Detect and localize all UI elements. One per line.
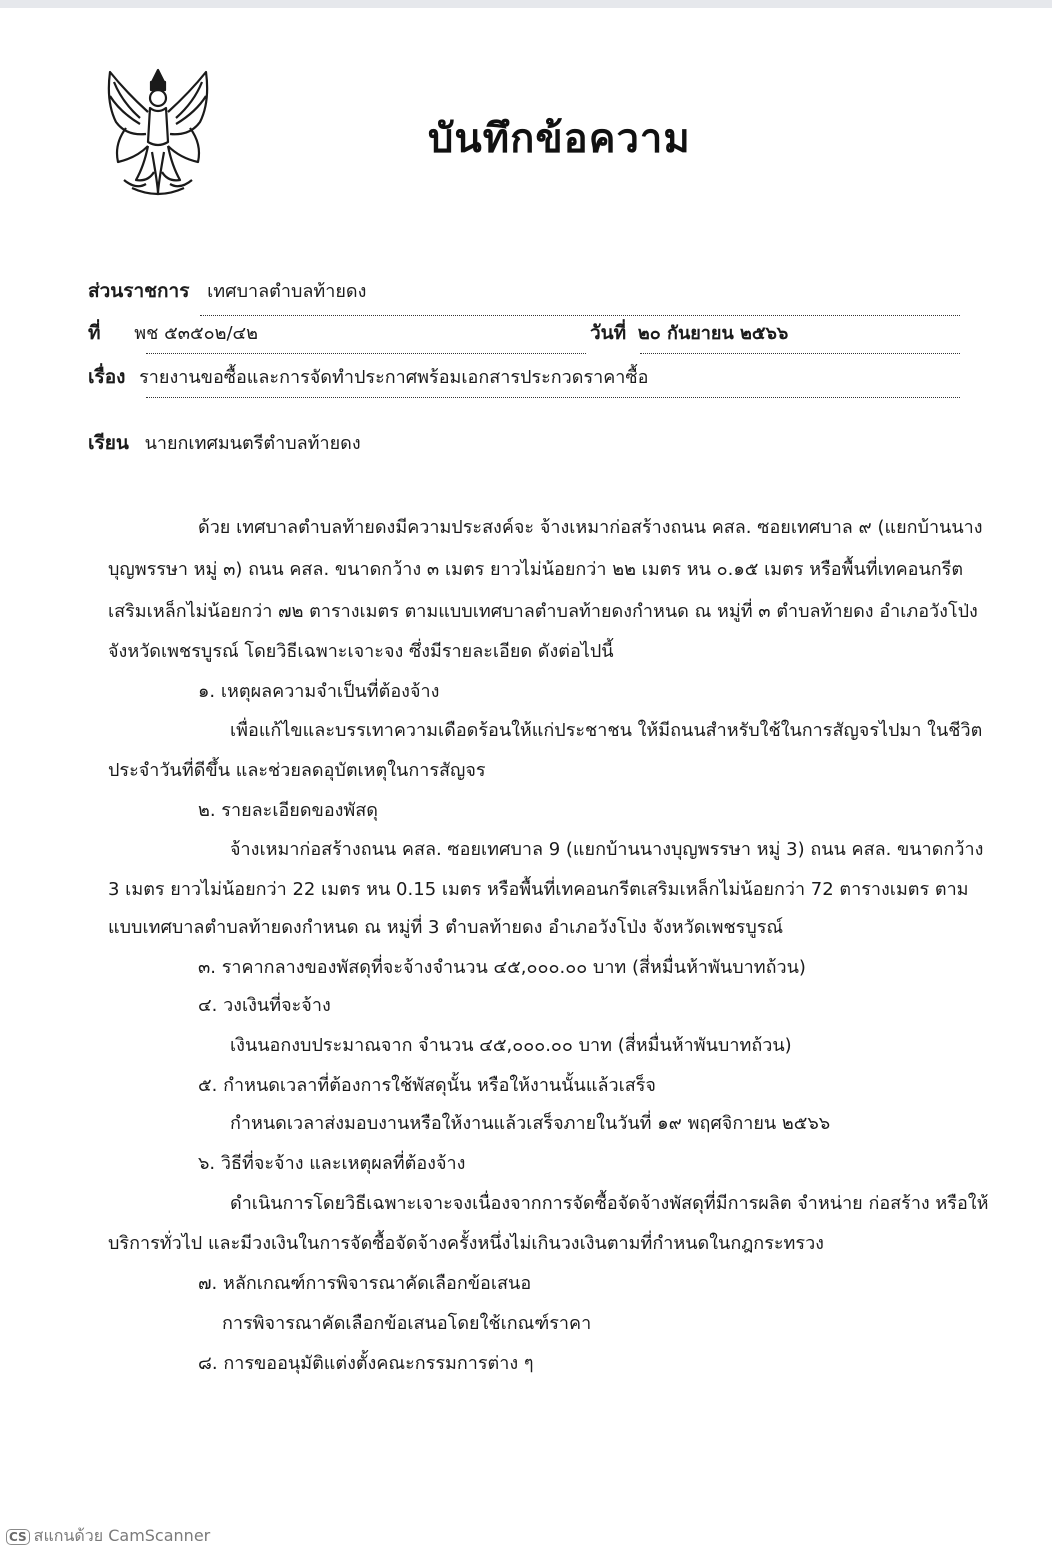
section-5-heading: ๕. กำหนดเวลาที่ต้องการใช้พัสดุนั้น หรือให้งานนั้นแล้วเสร็จ bbox=[198, 1075, 656, 1096]
subject-label: เรื่อง bbox=[88, 366, 126, 388]
section-6-text: บริการทั่วไป และมีวงเงินในการจัดซื้อจัดจ้างครั้งหนึ่งไม่เกินวงเงินตามที่กำหนดในกฎกระทรวง bbox=[108, 1233, 824, 1254]
subject-value: รายงานขอซื้อและการจัดทำประกาศพร้อมเอกสารประกวดราคาซื้อ bbox=[139, 367, 649, 388]
section-6-heading: ๖. วิธีที่จะจ้าง และเหตุผลที่ต้องจ้าง bbox=[198, 1153, 466, 1174]
agency-label: ส่วนราชการ bbox=[88, 280, 190, 302]
camscanner-logo-icon: CS bbox=[6, 1529, 30, 1545]
section-2-text: 3 เมตร ยาวไม่น้อยกว่า 22 เมตร หน 0.15 เมตร หรือพื้นที่เทคอนกรีตเสริมเหล็กไม่น้อยกว่า 72 ตารางเมตร ตาม bbox=[108, 879, 969, 900]
intro-line: เสริมเหล็กไม่น้อยกว่า ๗๒ ตารางเมตร ตามแบบเทศบาลตำบลท้ายดงกำหนด ณ หมู่ที่ ๓ ตำบลท้ายดง อำเภอวังโป่ง bbox=[108, 601, 978, 622]
section-2-heading: ๒. รายละเอียดของพัสดุ bbox=[198, 800, 378, 821]
ref-number: พช ๕๓๕๐๒/๔๒ bbox=[134, 323, 259, 344]
section-1-text: ประจำวันที่ดีขึ้น และช่วยลดอุบัตเหตุในการสัญจร bbox=[108, 760, 486, 781]
section-1-heading: ๑. เหตุผลความจำเป็นที่ต้องจ้าง bbox=[198, 681, 440, 702]
to-label: เรียน bbox=[88, 432, 129, 454]
memo-title: บันทึกข้อความ bbox=[428, 116, 691, 162]
section-3-heading: ๓. ราคากลางของพัสดุที่จะจ้างจำนวน ๔๕,๐๐๐.๐๐ บาท (สี่หมื่นห้าพันบาทถ้วน) bbox=[198, 957, 806, 978]
subject-rule bbox=[146, 397, 960, 398]
scanner-watermark-text: สแกนด้วย CamScanner bbox=[33, 1526, 211, 1545]
section-4-text: เงินนอกงบประมาณจาก จำนวน ๔๕,๐๐๐.๐๐ บาท (สี่หมื่นห้าพันบาทถ้วน) bbox=[230, 1035, 792, 1056]
intro-line: บุญพรรษา หมู่ ๓) ถนน คสล. ขนาดกว้าง ๓ เมตร ยาวไม่น้อยกว่า ๒๒ เมตร หน ๐.๑๕ เมตร หรือพื้นที่เทคอนกรีต bbox=[108, 559, 964, 580]
ref-rule bbox=[146, 353, 586, 354]
to-value: นายกเทศมนตรีตำบลท้ายดง bbox=[144, 433, 361, 454]
intro-line: ด้วย เทศบาลตำบลท้ายดงมีความประสงค์จะ จ้างเหมาก่อสร้างถนน คสล. ซอยเทศบาล ๙ (แยกบ้านนาง bbox=[198, 517, 983, 538]
agency-value: เทศบาลตำบลท้ายดง bbox=[207, 281, 367, 302]
section-8-heading: ๘. การขออนุมัติแต่งตั้งคณะกรรมการต่าง ๆ bbox=[198, 1353, 534, 1374]
section-2-text: จ้างเหมาก่อสร้างถนน คสล. ซอยเทศบาล 9 (แยกบ้านนางบุญพรรษา หมู่ 3) ถนน คสล. ขนาดกว้าง bbox=[230, 839, 984, 860]
section-2-text: แบบเทศบาลตำบลท้ายดงกำหนด ณ หมู่ที่ 3 ตำบลท้ายดง อำเภอวังโป่ง จังหวัดเพชรบูรณ์ bbox=[108, 917, 784, 938]
section-4-heading: ๔. วงเงินที่จะจ้าง bbox=[198, 995, 331, 1016]
scan-top-edge bbox=[0, 0, 1052, 8]
section-5-text: กำหนดเวลาส่งมอบงานหรือให้งานแล้วเสร็จภายในวันที่ ๑๙ พฤศจิกายน ๒๕๖๖ bbox=[230, 1113, 831, 1134]
scanner-watermark bbox=[6, 1524, 210, 1549]
date-value: ๒๐ กันยายน ๒๕๖๖ bbox=[637, 323, 789, 344]
garuda-emblem-icon bbox=[96, 62, 220, 202]
agency-rule bbox=[200, 315, 960, 316]
intro-line: จังหวัดเพชรบูรณ์ โดยวิธีเฉพาะเจาะจง ซึ่งมีรายละเอียด ดังต่อไปนี้ bbox=[108, 641, 614, 662]
section-7-heading: ๗. หลักเกณฑ์การพิจารณาคัดเลือกข้อเสนอ bbox=[198, 1273, 532, 1294]
section-6-text: ดำเนินการโดยวิธีเฉพาะเจาะจงเนื่องจากการจัดซื้อจัดจ้างพัสดุที่มีการผลิต จำหน่าย ก่อสร้าง หรือให้ bbox=[230, 1193, 989, 1214]
section-7-text: การพิจารณาคัดเลือกข้อเสนอโดยใช้เกณฑ์ราคา bbox=[222, 1313, 592, 1334]
ref-label: ที่ bbox=[88, 322, 101, 344]
date-rule bbox=[640, 353, 960, 354]
date-label: วันที่ bbox=[590, 322, 627, 344]
section-1-text: เพื่อแก้ไขและบรรเทาความเดือดร้อนให้แก่ประชาชน ให้มีถนนสำหรับใช้ในการสัญจรไปมา ในชีวิต bbox=[230, 720, 983, 741]
